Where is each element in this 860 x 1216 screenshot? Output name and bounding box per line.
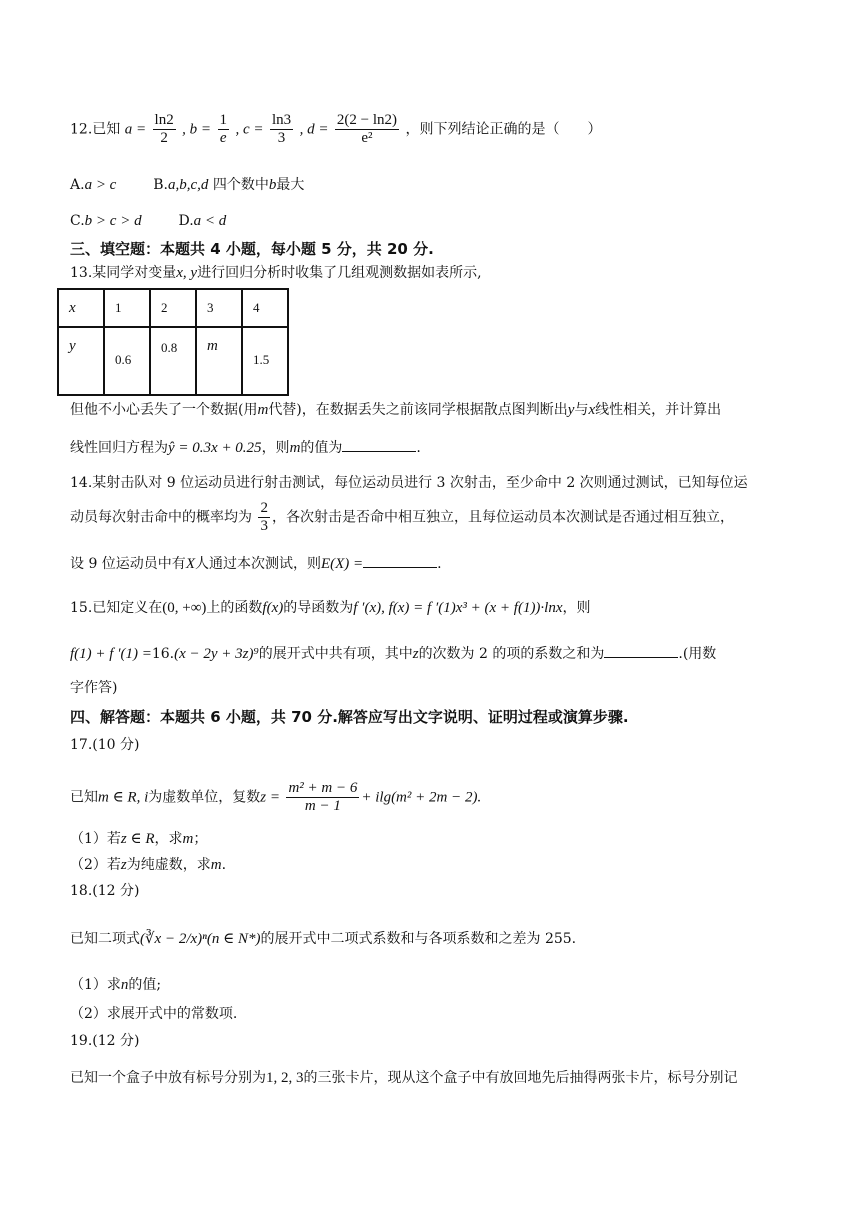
q13-line2-text3: 与: [574, 402, 589, 418]
table-cell: 1.5: [242, 327, 288, 395]
q13-line3-text2: ，则: [261, 440, 290, 456]
table-cell: 2: [150, 289, 196, 327]
q16-answer-blank[interactable]: [604, 643, 678, 658]
q15-text2: 上的函数: [206, 600, 263, 616]
q14-line3-text2: 人通过本次测试，则: [194, 556, 321, 572]
q14-line3: [70, 553, 442, 575]
q12-option-c-label: C.: [70, 213, 85, 229]
q19-title: 19.(12 分): [70, 1033, 140, 1049]
q17-p1-math: z ∈ R: [120, 831, 155, 847]
q16-text1: 的展开式中共有项，其中: [258, 646, 413, 662]
table-cell: 3: [196, 289, 242, 327]
q13-line3: [70, 437, 421, 459]
q19-numbers: 1, 2, 3: [266, 1070, 304, 1086]
q18-part2: （2）求展开式中的常数项.: [70, 1006, 238, 1022]
q12-option-a: a > c: [84, 177, 117, 193]
q19-stem: [70, 1067, 738, 1089]
q16-text3: .(用数: [678, 646, 717, 662]
q12-option-a-label: A.: [70, 177, 85, 193]
q17-text2: 为虚数单位，复数: [148, 789, 261, 806]
q13-line2: [70, 399, 721, 421]
q15-equation: f ′(x), f(x) = f ′(1)x³ + (x + f(1))·lnx: [353, 600, 563, 616]
q17-p2-text2: 为纯虚数，求: [126, 857, 211, 873]
q12-a-frac: $\frac{\ln 2}{2}$: [154, 112, 174, 146]
q13-line3-m: m: [289, 440, 301, 456]
q17-p1-m: m: [182, 831, 194, 847]
q12-b-def: , b =: [182, 121, 212, 138]
q14-line1: 14.某射击队对 9 位运动员进行射击测试，每位运动员进行 3 次射击，至少命中 2 次则通过测试，已知每位运: [70, 475, 748, 491]
q18-title: 18.(12 分): [70, 883, 140, 899]
q13-answer-blank[interactable]: [342, 437, 416, 452]
q18-part1: [70, 974, 161, 996]
q12-options-row1: [70, 174, 304, 196]
table-cell: 0.6: [104, 327, 150, 395]
q16-number: 16.: [151, 646, 175, 662]
q13-line3-end: .: [416, 440, 421, 456]
q18-p1-text: （1）求: [70, 977, 121, 993]
q16-text2: 的次数为 2 的项的系数之和为: [418, 646, 605, 662]
q14-line2: [70, 500, 734, 535]
q16-line3: 字作答): [70, 680, 118, 696]
q13-data-table: [57, 288, 289, 396]
q13-text2: 进行回归分析时收集了几组观测数据如表所示,: [197, 265, 482, 281]
table-cell: x: [58, 289, 104, 327]
q14-answer-blank[interactable]: [363, 553, 437, 568]
q18-p1-text2: 的值;: [128, 977, 162, 993]
q14-line2-text2: ，各次射击是否命中相互独立，且每位运动员本次测试是否通过相互独立，: [271, 509, 734, 526]
table-cell: 1: [104, 289, 150, 327]
q12-option-c: b > c > d: [84, 213, 142, 229]
q13-vars: x, y: [176, 265, 198, 281]
q17-p2-m: m: [210, 857, 222, 873]
q19-text2: 的三张卡片，现从这个盒子中有放回地先后抽得两张卡片，标号分别记: [303, 1070, 738, 1086]
q15-domain: (0, +∞): [162, 600, 207, 616]
q17-p1-text2: ，求: [154, 831, 183, 847]
table-row-y: [58, 327, 288, 395]
q12-options-row2: [70, 210, 226, 232]
q17-p1-end: ；: [193, 831, 208, 847]
q17-part1: [70, 828, 207, 850]
q12-b-frac: $\frac{1}{e}$: [219, 112, 227, 146]
q12-c-frac: $\frac{\ln 3}{3}$: [271, 112, 292, 146]
q13-line2-m: m: [257, 402, 269, 418]
q14-var-x: X: [185, 556, 195, 572]
q15-q16-line: [70, 643, 716, 665]
q12-option-b-text2: 最大: [276, 177, 305, 193]
q18-binomial: (∛x − 2/x)ⁿ: [140, 931, 207, 947]
q14-probability-frac: $\frac{2}{3}$: [260, 500, 268, 534]
q12-suffix: ，则下列结论正确的是（ ）: [405, 121, 602, 138]
q16-var-z: z: [412, 646, 419, 662]
q18-condition: (n ∈ N*): [206, 931, 261, 947]
q13-text1: 13.某同学对变量: [70, 265, 177, 281]
q18-text1: 已知二项式: [70, 931, 140, 947]
q12-c-def: , c =: [235, 121, 264, 138]
q14-line3-text: 设 9 位运动员中有: [70, 556, 186, 572]
q17-title: 17.(10 分): [70, 737, 140, 753]
q17-text1: 已知: [70, 789, 98, 806]
q12-a-def: a =: [124, 121, 147, 138]
q15-function: f(x): [262, 600, 284, 616]
q18-p1-n: n: [120, 977, 129, 993]
q12-d-def: , d =: [299, 121, 329, 138]
q14-line2-text: 动员每次射击命中的概率均为: [70, 509, 252, 526]
q15-text4: ，则: [562, 600, 591, 616]
q15-text1: 15.已知定义在: [70, 600, 163, 616]
q19-text1: 已知一个盒子中放有标号分别为: [70, 1070, 266, 1086]
q13-line2-text2: 代替)，在数据丢失之前该同学根据散点图判断出: [268, 402, 568, 418]
q15-line1: [70, 597, 591, 619]
table-cell: 0.8: [150, 327, 196, 395]
q12-d-frac: $\frac{2(2 - \ln 2)}{\text{e²}}$: [336, 112, 398, 146]
q15-text3: 的导函数为: [283, 600, 354, 616]
q12-option-b-var: b: [268, 177, 277, 193]
q13-line2-y: y: [567, 402, 575, 418]
section4-heading: 四、解答题：本题共 6 小题，共 70 分.解答应写出文字说明、证明过程或演算步骤.: [70, 708, 629, 726]
q12-option-d: a < d: [193, 213, 227, 229]
q17-tail: + ilg(m² + 2m − 2).: [361, 789, 482, 806]
table-row-x: [58, 289, 288, 327]
q13-line2-text: 但他不小心丢失了一个数据(用: [70, 402, 258, 418]
q12-option-d-label: D.: [178, 213, 194, 229]
table-cell: m: [196, 327, 242, 395]
q12-option-b-label: B.: [153, 177, 168, 193]
table-cell: y: [58, 327, 104, 395]
q13-line3-text3: 的值为: [300, 440, 343, 456]
q17-z-def: z =: [260, 789, 280, 806]
section3-heading: 三、填空题：本题共 4 小题，每小题 5 分，共 20 分.: [70, 240, 434, 258]
q13-line2-text4: 线性相关，并计算出: [595, 402, 722, 418]
q18-text2: 的展开式中二项式系数和与各项系数和之差为 255.: [260, 931, 577, 947]
q17-p2-text: （2）若: [70, 857, 121, 873]
q13-regression-equation: ŷ = 0.3x + 0.25: [168, 440, 262, 456]
q12-stem: [70, 112, 601, 147]
q14-expectation: E(X) =: [320, 556, 364, 572]
q16-expression: (x − 2y + 3z)⁹: [174, 646, 259, 662]
q14-line3-end: .: [437, 556, 442, 572]
q17-frac: $\frac{\text{m² + m − 6}}{m - 1}$: [288, 780, 358, 814]
q18-stem: [70, 928, 576, 950]
q12-prefix: 12.已知: [70, 121, 121, 138]
q13-line2-x: x: [588, 402, 596, 418]
q12-option-b-math: a,b,c,d: [168, 177, 209, 193]
q15-answer-expr: f(1) + f ′(1) =: [70, 646, 152, 662]
q17-stem: [70, 780, 481, 815]
q17-p2-z: z: [120, 857, 127, 873]
table-cell: 4: [242, 289, 288, 327]
q17-p1-text: （1）若: [70, 831, 121, 847]
q12-option-b-text: 四个数中: [212, 177, 269, 193]
q17-p2-end: .: [221, 857, 227, 873]
q13-line3-text: 线性回归方程为: [70, 440, 168, 456]
q17-part2: [70, 854, 226, 876]
q13-stem: [70, 262, 482, 284]
q17-m-def: m ∈ R, i: [98, 789, 149, 806]
